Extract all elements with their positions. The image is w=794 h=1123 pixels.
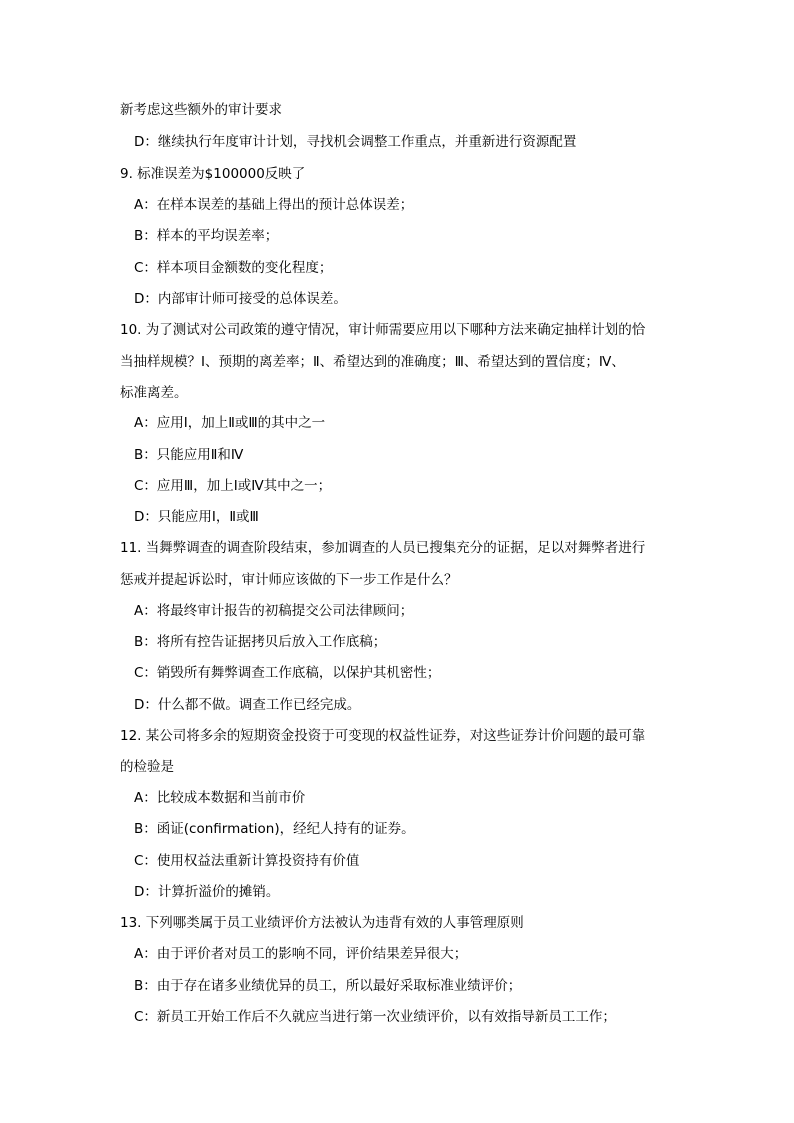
option-line: B：函证(confirmation)，经纪人持有的证券。 xyxy=(134,821,415,837)
option-line: A：将最终审计报告的初稿提交公司法律顾问； xyxy=(134,603,414,619)
option-line: A：比较成本数据和当前市价 xyxy=(134,790,306,806)
question-line: 的检验是 xyxy=(120,759,174,775)
option-line: B：样本的平均误差率； xyxy=(134,228,279,244)
option-line: B：只能应用Ⅱ和Ⅳ xyxy=(134,447,244,463)
option-line: D：内部审计师可接受的总体误差。 xyxy=(134,291,347,307)
question-line: 12. 某公司将多余的短期资金投资于可变现的权益性证券，对这些证券计价问题的最可靠 xyxy=(120,728,646,744)
question-line: 10. 为了测试对公司政策的遵守情况，审计师需要应用以下哪种方法来确定抽样计划的恰 xyxy=(120,322,646,338)
option-line: A：应用Ⅰ，加上Ⅱ或Ⅲ的其中之一 xyxy=(134,415,326,431)
option-line: C：应用Ⅲ，加上Ⅰ或Ⅳ其中之一； xyxy=(134,478,332,494)
option-line: C：样本项目金额数的变化程度； xyxy=(134,260,333,276)
option-line: D：继续执行年度审计计划，寻找机会调整工作重点，并重新进行资源配置 xyxy=(134,134,577,150)
option-line: C：使用权益法重新计算投资持有价值 xyxy=(134,853,360,869)
option-line: D：计算折溢价的摊销。 xyxy=(134,884,280,900)
question-line: 当抽样规模？Ⅰ、预期的离差率；Ⅱ、希望达到的准确度；Ⅲ、希望达到的置信度；Ⅳ、 xyxy=(120,354,625,370)
text-line: 新考虑这些额外的审计要求 xyxy=(120,102,282,118)
question-line: 11. 当舞弊调查的调查阶段结束，参加调查的人员已搜集充分的证据，足以对舞弊者进行 xyxy=(120,540,646,556)
option-line: D：只能应用Ⅰ，Ⅱ或Ⅲ xyxy=(134,509,259,525)
option-line: C：新员工开始工作后不久就应当进行第一次业绩评价，以有效指导新员工工作； xyxy=(134,1009,616,1025)
question-line: 13. 下列哪类属于员工业绩评价方法被认为违背有效的人事管理原则 xyxy=(120,915,524,931)
option-line: A：由于评价者对员工的影响不同，评价结果差异很大； xyxy=(134,946,468,962)
question-line: 标准离差。 xyxy=(120,385,188,401)
option-line: B：将所有控告证据拷贝后放入工作底稿； xyxy=(134,634,387,650)
option-line: B：由于存在诸多业绩优异的员工，所以最好采取标准业绩评价； xyxy=(134,978,522,994)
option-line: D：什么都不做。调查工作已经完成。 xyxy=(134,697,361,713)
option-line: A：在样本误差的基础上得出的预计总体误差； xyxy=(134,197,414,213)
question-line: 惩戒并提起诉讼时，审计师应该做的下一步工作是什么？ xyxy=(120,572,458,588)
question-line: 9. 标准误差为$100000反映了 xyxy=(120,166,306,182)
option-line: C：销毁所有舞弊调查工作底稿，以保护其机密性； xyxy=(134,665,441,681)
